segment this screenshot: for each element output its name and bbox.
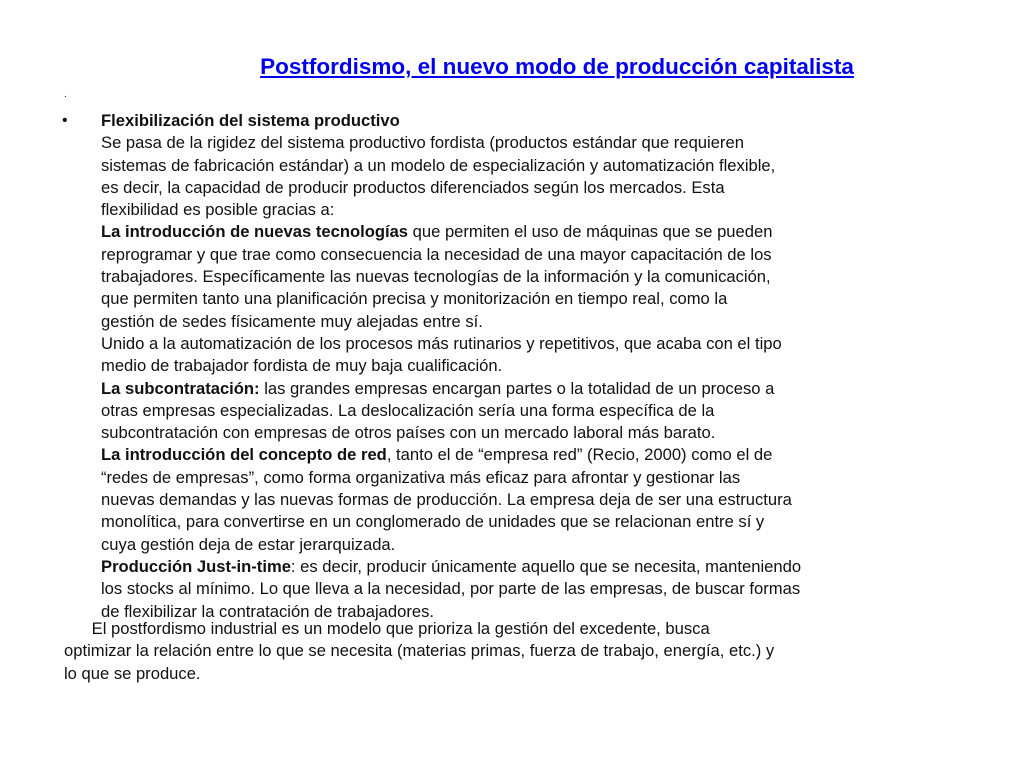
item-red-line: cuya gestión deja de estar jerarquizada. — [101, 534, 396, 554]
intro-line: Se pasa de la rigidez del sistema productivo fordista (productos estándar que requieren — [101, 133, 744, 153]
item-tecnologias-line: Unido a la automatización de los procesos más rutinarios y repetitivos, que acaba con el tipo — [101, 333, 782, 353]
item-subcontratacion-heading: La subcontratación: — [101, 378, 260, 398]
item-jit-heading: Producción Just-in-time — [101, 556, 291, 576]
item-tecnologias-rest: que permiten el uso de máquinas que se pueden — [408, 222, 773, 242]
closing-line: El postfordismo industrial es un modelo que prioriza la gestión del excedente, busca — [64, 619, 710, 638]
intro-line: flexibilidad es posible gracias a: — [101, 200, 335, 220]
item-jit-line: los stocks al mínimo. Lo que lleva a la necesidad, por parte de las empresas, de buscar formas — [101, 579, 801, 599]
item-tecnologias-line: gestión de sedes físicamente muy alejadas entre sí. — [101, 311, 483, 331]
bullet-icon: • — [62, 112, 68, 129]
item-subcontratacion-rest: las grandes empresas encargan partes o la totalidad de un proceso a — [259, 378, 775, 398]
item-tecnologias-line: medio de trabajador fordista de muy baja cualificación. — [101, 356, 503, 376]
item-subcontratacion-first-line — [101, 378, 971, 400]
item-red-line: “redes de empresas”, como forma organizativa más eficaz para afrontar y gestionar las — [101, 467, 741, 487]
item-red-first-line — [101, 444, 971, 466]
slide-title — [0, 54, 1024, 80]
item-tecnologias-first-line — [101, 221, 971, 243]
item-jit-first-line — [101, 556, 971, 578]
item-red-line: monolítica, para convertirse en un conglomerado de unidades que se relacionan entre sí y — [101, 512, 765, 532]
bullet-content — [101, 110, 971, 623]
closing-line: optimizar la relación entre lo que se necesita (materias primas, fuerza de trabajo, energía, etc.) y — [64, 641, 775, 661]
item-jit-line: de flexibilizar la contratación de trabajadores. — [101, 601, 434, 621]
item-red-line: nuevas demandas y las nuevas formas de producción. La empresa deja de ser una estructura — [101, 490, 792, 510]
item-tecnologias-line: que permiten tanto una planificación precisa y monitorización en tiempo real, como la — [101, 289, 728, 309]
title-link[interactable]: Postfordismo, el nuevo modo de producción capitalista — [260, 54, 854, 79]
item-tecnologias-line: trabajadores. Específicamente las nuevas tecnologías de la información y la comunicación, — [101, 267, 771, 287]
item-subcontratacion-line: otras empresas especializadas. La deslocalización sería una forma específica de la — [101, 400, 715, 420]
item-jit-rest: : es decir, producir únicamente aquello que se necesita, manteniendo — [290, 556, 802, 576]
item-subcontratacion-line: subcontratación con empresas de otros países con un mercado laboral más barato. — [101, 423, 716, 443]
closing-paragraph — [64, 618, 964, 685]
closing-line: lo que se produce. — [64, 663, 201, 683]
intro-line: sistemas de fabricación estándar) a un modelo de especialización y automatización flexible, — [101, 155, 776, 175]
item-red-rest: , tanto el de “empresa red” (Recio, 2000) como el de — [386, 445, 773, 465]
item-tecnologias-line: reprogramar y que trae como consecuencia la necesidad de una mayor capacitación de los — [101, 244, 772, 264]
item-red-heading: La introducción del concepto de red — [101, 445, 387, 465]
item-tecnologias-heading: La introducción de nuevas tecnologías — [101, 222, 409, 242]
small-dot: . — [64, 89, 67, 100]
intro-line: es decir, la capacidad de producir productos diferenciados según los mercados. Esta — [101, 177, 725, 197]
section-heading: Flexibilización del sistema productivo — [101, 111, 400, 130]
